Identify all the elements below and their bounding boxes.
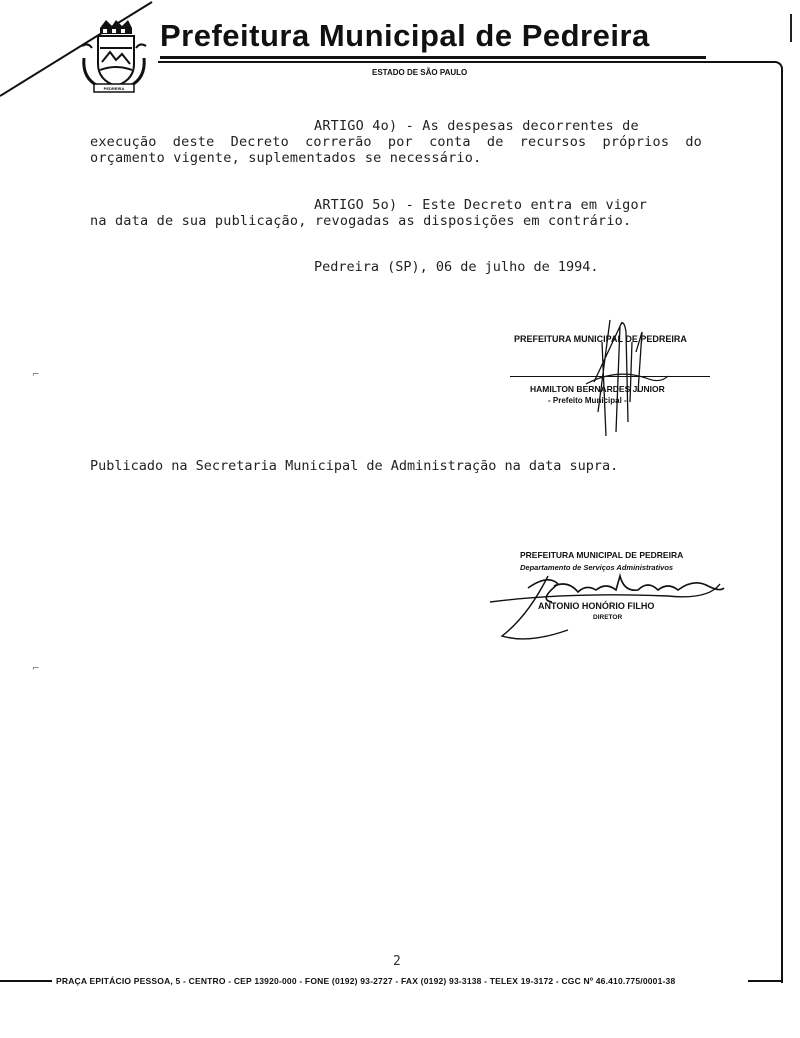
letterhead-subtitle: ESTADO DE SÃO PAULO bbox=[372, 68, 468, 77]
mayor-role: - Prefeito Municipal - bbox=[548, 396, 627, 405]
director-stamp-department: Departamento de Serviços Administrativos bbox=[520, 563, 674, 572]
margin-punch-mark-lower: ⌐ bbox=[32, 664, 40, 674]
paragraph-article-5 bbox=[90, 197, 702, 229]
director-stamp-header: PREFEITURA MUNICIPAL DE PEDREIRA bbox=[520, 550, 684, 560]
mayor-name: HAMILTON BERNARDES JUNIOR bbox=[530, 384, 665, 394]
paragraph-article-4-lead: ARTIGO 4o) - As despesas decorrentes de bbox=[314, 118, 639, 134]
dateline: Pedreira (SP), 06 de julho de 1994. bbox=[314, 259, 599, 275]
title-underline bbox=[160, 56, 706, 59]
director-role: DIRETOR bbox=[593, 614, 623, 621]
mayor-stamp-header: PREFEITURA MUNICIPAL DE PEDREIRA bbox=[514, 334, 687, 344]
page-number: 2 bbox=[393, 954, 401, 969]
director-name: ANTONIO HONÓRIO FILHO bbox=[538, 601, 655, 611]
letterhead-title: Prefeitura Municipal de Pedreira bbox=[160, 18, 650, 53]
frame-right-line bbox=[775, 61, 783, 983]
margin-punch-mark: ⌐ bbox=[32, 370, 40, 380]
crest-caption: PEDREIRA bbox=[103, 86, 125, 91]
mayor-handwritten-signature bbox=[576, 312, 672, 442]
paragraph-article-5-body: na data de sua publicação, revogadas as disposições em contrário. bbox=[90, 213, 632, 229]
paragraph-article-5-lead: ARTIGO 5o) - Este Decreto entra em vigor bbox=[314, 197, 648, 213]
paragraph-article-4 bbox=[90, 118, 702, 166]
frame-top-line bbox=[158, 61, 775, 63]
director-handwritten-signature bbox=[488, 556, 728, 646]
paragraph-article-4-body: execução deste Decreto correrão por conta de recursos próprios do orçamento vigente, suplementados se necessário. bbox=[90, 134, 702, 166]
letterhead-footer: PRAÇA EPITÁCIO PESSOA, 5 - CENTRO - CEP 13920-000 - FONE (0192) 93-2727 - FAX (0192) 93-3138 - TELEX 19-3172 - CGC Nº 46.410.775/0001-38 bbox=[52, 976, 748, 986]
publication-note: Publicado na Secretaria Municipal de Administração na data supra. bbox=[90, 458, 619, 474]
margin-tick bbox=[790, 14, 792, 42]
frame-bottom-left-line bbox=[0, 980, 56, 982]
